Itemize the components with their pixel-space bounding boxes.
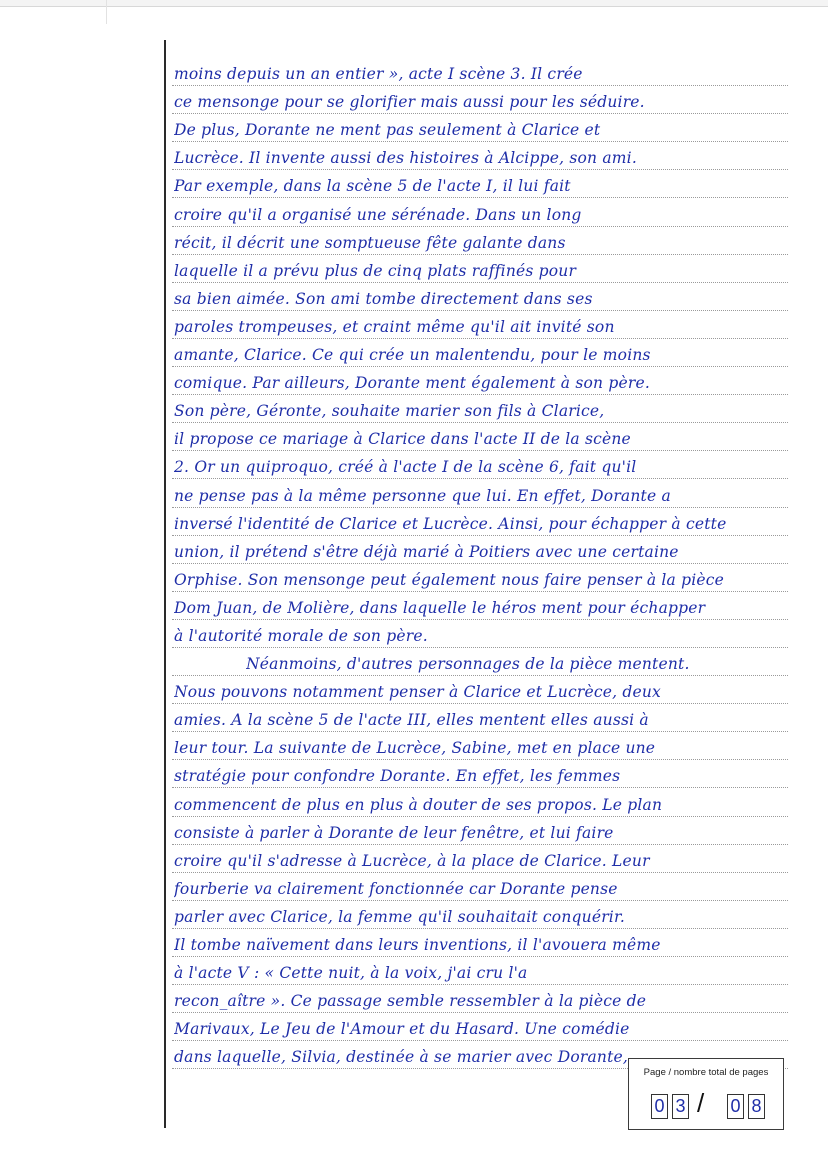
essay-line: consiste à parler à Dorante de leur fenêtre, et lui faire bbox=[172, 817, 788, 845]
essay-line: 2. Or un quiproquo, créé à l'acte I de la scène 6, fait qu'il bbox=[172, 451, 788, 479]
scan-fold-mark bbox=[106, 0, 107, 24]
essay-line: Nous pouvons notamment penser à Clarice et Lucrèce, deux bbox=[172, 676, 788, 704]
essay-line: parler avec Clarice, la femme qu'il souhaitait conquérir. bbox=[172, 901, 788, 929]
margin-line bbox=[164, 40, 166, 1128]
essay-line: ne pense pas à la même personne que lui. En effet, Dorante a bbox=[172, 479, 788, 507]
essay-line: dans laquelle, Silvia, destinée à se marier avec Dorante, bbox=[172, 1041, 788, 1069]
essay-line: moins depuis un an entier », acte I scène 3. Il crée bbox=[172, 58, 788, 86]
essay-line: à l'acte V : « Cette nuit, à la voix, j'ai cru l'a bbox=[172, 957, 788, 985]
essay-line: union, il prétend s'être déjà marié à Poitiers avec une certaine bbox=[172, 536, 788, 564]
essay-line: De plus, Dorante ne ment pas seulement à Clarice et bbox=[172, 114, 788, 142]
essay-line: Marivaux, Le Jeu de l'Amour et du Hasard. Une comédie bbox=[172, 1013, 788, 1041]
essay-line: il propose ce mariage à Clarice dans l'acte II de la scène bbox=[172, 423, 788, 451]
essay-line: commencent de plus en plus à douter de ses propos. Le plan bbox=[172, 788, 788, 816]
essay-line: stratégie pour confondre Dorante. En effet, les femmes bbox=[172, 760, 788, 788]
handwritten-essay bbox=[172, 58, 788, 1069]
essay-line: récit, il décrit une somptueuse fête galante dans bbox=[172, 227, 788, 255]
scan-top-edge bbox=[0, 0, 828, 7]
total-digit: 8 bbox=[748, 1094, 765, 1119]
essay-line: croire qu'il a organisé une sérénade. Dans un long bbox=[172, 198, 788, 226]
essay-line: croire qu'il s'adresse à Lucrèce, à la place de Clarice. Leur bbox=[172, 845, 788, 873]
essay-line: laquelle il a prévu plus de cinq plats raffinés pour bbox=[172, 255, 788, 283]
essay-line: inversé l'identité de Clarice et Lucrèce. Ainsi, pour échapper à cette bbox=[172, 508, 788, 536]
essay-line: Son père, Géronte, souhaite marier son fils à Clarice, bbox=[172, 395, 788, 423]
page-number-label: Page / nombre total de pages bbox=[643, 1067, 769, 1078]
page-digit: 3 bbox=[672, 1094, 689, 1119]
essay-line: amante, Clarice. Ce qui crée un malentendu, pour le moins bbox=[172, 339, 788, 367]
essay-line: paroles trompeuses, et craint même qu'il ait invité son bbox=[172, 311, 788, 339]
essay-line: amies. A la scène 5 de l'acte III, elles mentent elles aussi à bbox=[172, 704, 788, 732]
essay-line: Il tombe naïvement dans leurs inventions, il l'avouera même bbox=[172, 929, 788, 957]
essay-line: Orphise. Son mensonge peut également nous faire penser à la pièce bbox=[172, 564, 788, 592]
essay-line: ce mensonge pour se glorifier mais aussi pour les séduire. bbox=[172, 86, 788, 114]
essay-line: sa bien aimée. Son ami tombe directement dans ses bbox=[172, 283, 788, 311]
essay-line: recon_aître ». Ce passage semble ressembler à la pièce de bbox=[172, 985, 788, 1013]
total-digit: 0 bbox=[727, 1094, 744, 1119]
essay-line: Dom Juan, de Molière, dans laquelle le héros ment pour échapper bbox=[172, 592, 788, 620]
essay-line: leur tour. La suivante de Lucrèce, Sabine, met en place une bbox=[172, 732, 788, 760]
essay-line: à l'autorité morale de son père. bbox=[172, 620, 788, 648]
essay-line-paragraph-start: Néanmoins, d'autres personnages de la pièce mentent. bbox=[172, 648, 788, 676]
page-slash: / bbox=[697, 1088, 705, 1118]
page-digit: 0 bbox=[651, 1094, 668, 1119]
essay-line: Par exemple, dans la scène 5 de l'acte I, il lui fait bbox=[172, 170, 788, 198]
essay-line: comique. Par ailleurs, Dorante ment également à son père. bbox=[172, 367, 788, 395]
essay-line: Lucrèce. Il invente aussi des histoires à Alcippe, son ami. bbox=[172, 142, 788, 170]
essay-line: fourberie va clairement fonctionnée car Dorante pense bbox=[172, 873, 788, 901]
